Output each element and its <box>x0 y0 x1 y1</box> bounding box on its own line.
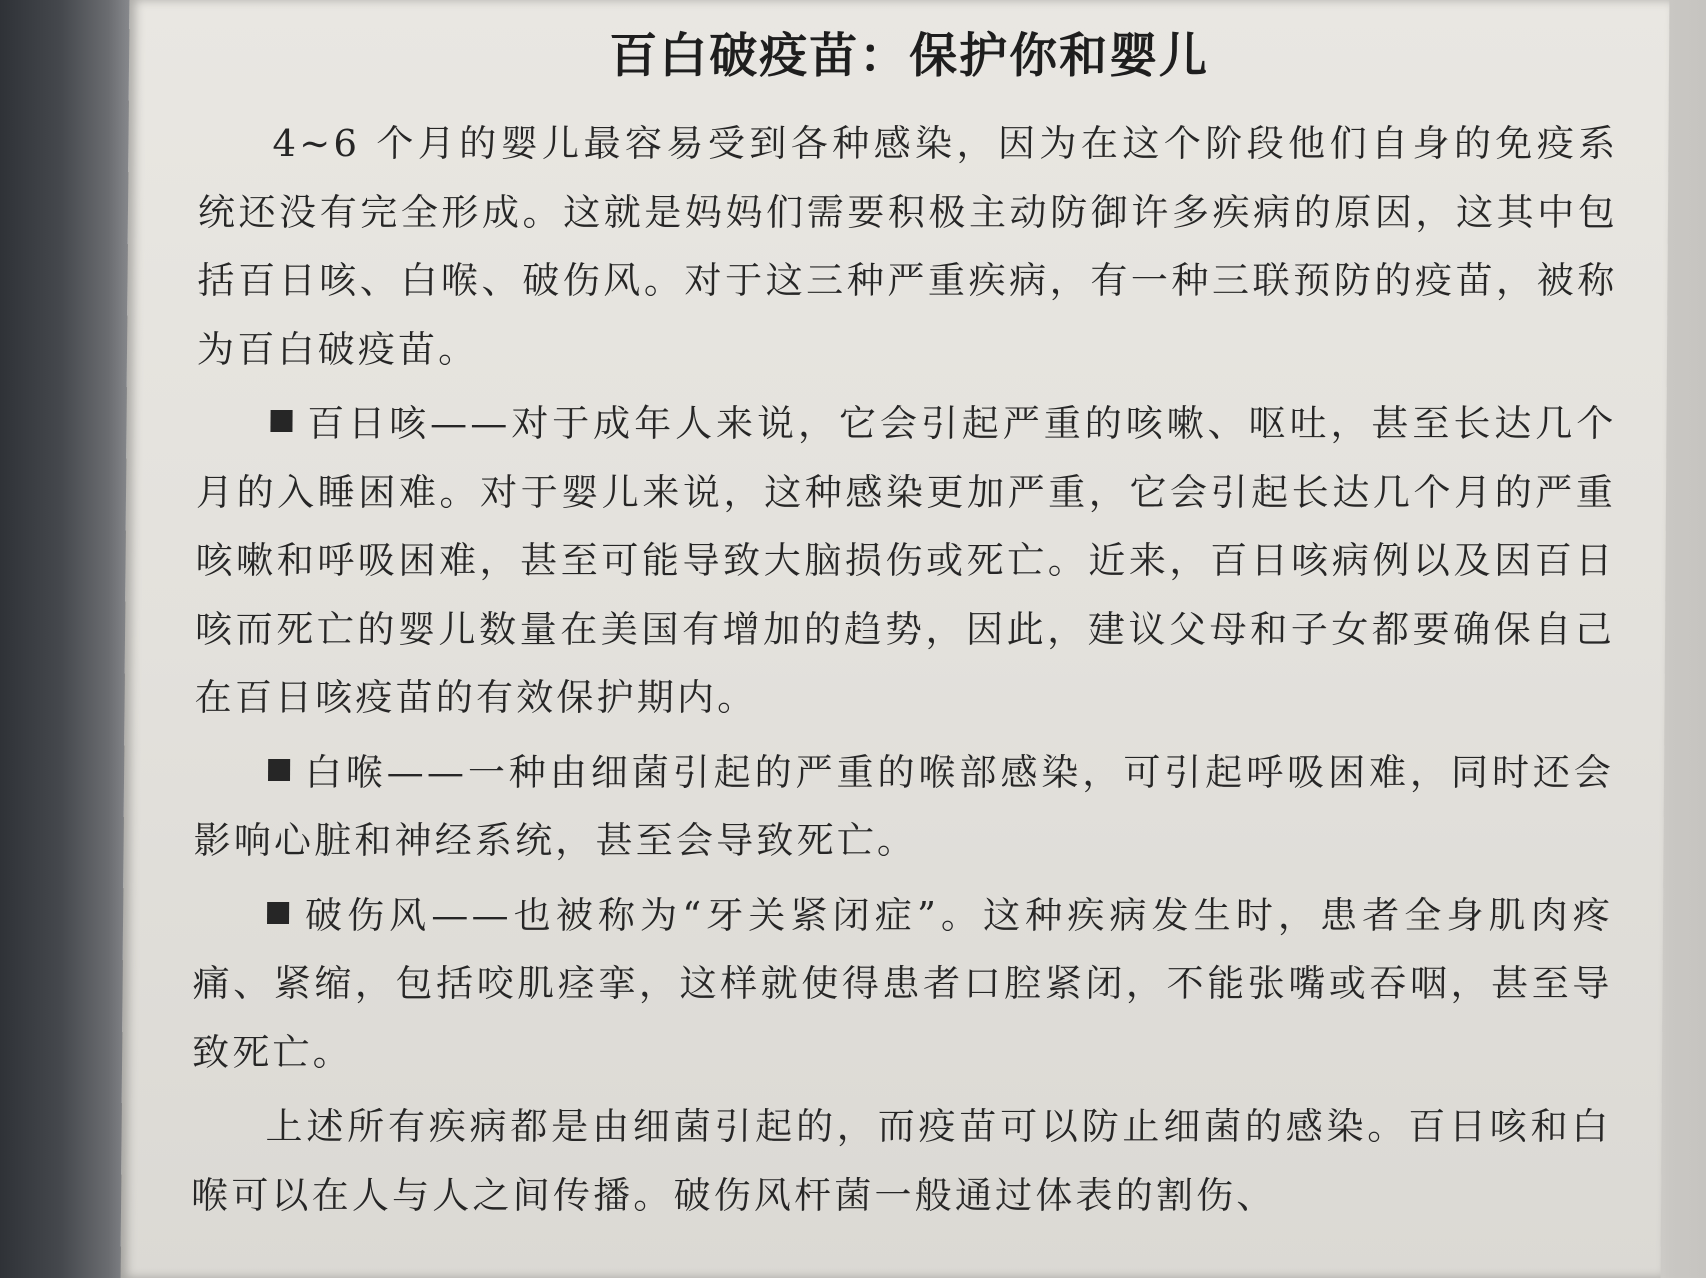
square-bullet-icon <box>267 902 289 924</box>
intro-paragraph <box>197 110 1619 384</box>
book-spine-shadow <box>0 0 135 1278</box>
page-title: 百白破疫苗：保护你和婴儿 <box>608 28 1210 84</box>
tetanus-text: 破伤风——也被称为“牙关紧闭症”。这种疾病发生时，患者全身肌肉疼痛、紧缩，包括咬肌痉挛，这样就使得患者口腔紧闭，不能张嘴或吞咽，甚至导致死亡。 <box>191 893 1614 1074</box>
square-bullet-icon <box>270 410 292 432</box>
closing-text: 上述所有疾病都是由细菌引起的，而疫苗可以防止细菌的感染。百日咳和白喉可以在人与人之间传播。破伤风杆菌一般通过体表的割伤、 <box>190 1105 1612 1217</box>
closing-paragraph <box>191 1093 1612 1230</box>
square-bullet-icon <box>268 759 290 781</box>
pertussis-text: 百日咳——对于成年人来说，它会引起严重的咳嗽、呕吐，甚至长达几个月的入睡困难。对于婴儿来说，这种感染更加严重，它会引起长达几个月的严重咳嗽和呼吸困难，甚至可能导致大脑损伤或死亡。近来，百日咳病例以及因百日咳而死亡的婴儿数量在美国有增加的趋势，因此，建议父母和子女都要确保自己在百日咳疫苗的有效保护期内。 <box>194 402 1617 719</box>
page-content <box>191 20 1619 1230</box>
diphtheria-paragraph <box>193 739 1614 876</box>
book-page <box>121 0 1670 1278</box>
tetanus-paragraph <box>192 882 1613 1088</box>
diphtheria-text: 白喉——一种由细菌引起的严重的喉部感染，可引起呼吸困难，同时还会影响心脏和神经系统，甚至会导致死亡。 <box>193 750 1615 862</box>
intro-text: 4~6 个月的婴儿最容易受到各种感染，因为在这个阶段他们自身的免疫系统还没有完全形成。这就是妈妈们需要积极主动防御许多疾病的原因，这其中包括百日咳、白喉、破伤风。对于这三种严重疾病，有一种三联预防的疫苗，被称为百白破疫苗。 <box>196 122 1619 371</box>
pertussis-paragraph <box>194 390 1616 733</box>
